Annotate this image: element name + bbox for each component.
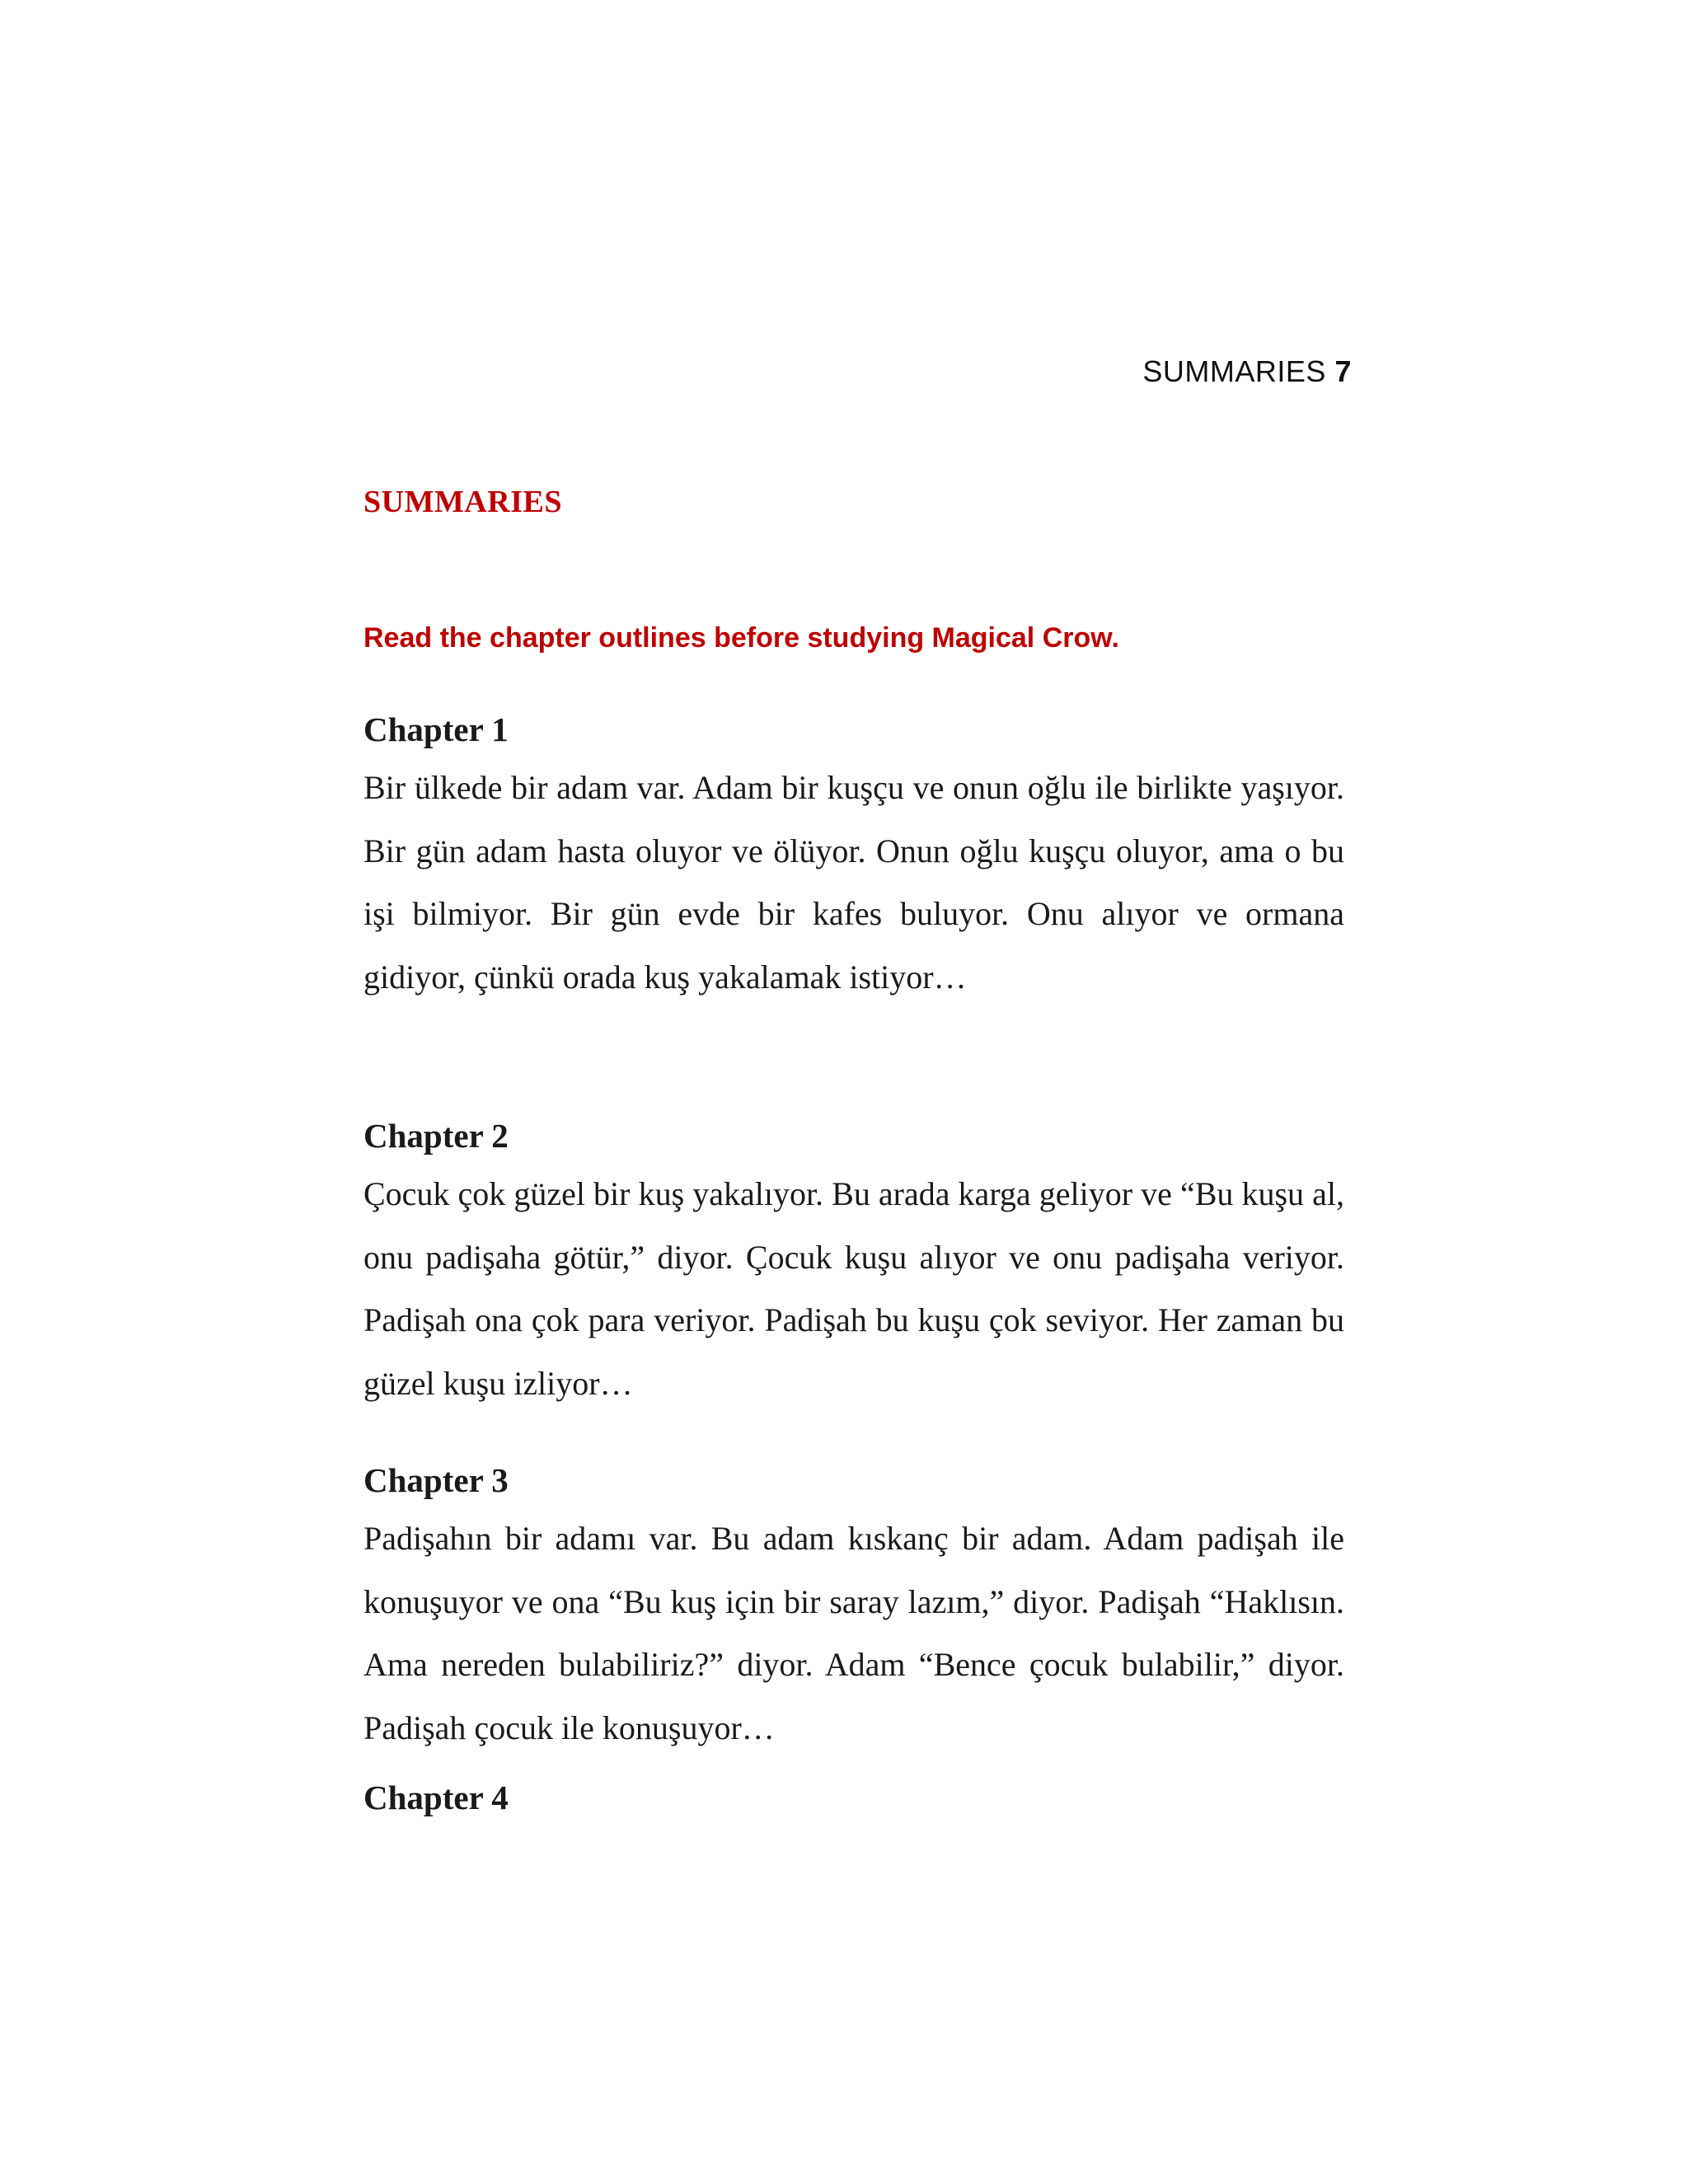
chapter-2-summary: Çocuk çok güzel bir kuş yakalıyor. Bu arada karga geliyor ve “Bu kuşu al, onu padişaha götür,” diyor. Çocuk kuşu alıyor ve onu padişaha veriyor. Padişah ona çok para veriyor. Padişah bu kuşu çok seviyor. Her zaman bu güzel kuşu izliyor… (363, 1175, 1344, 1402)
chapter-3-summary: Padişahın bir adamı var. Bu adam kıskanç bir adam. Adam padişah ile konuşuyor ve ona “Bu kuş için bir saray lazım,” diyor. Padişah “Haklısın. Ama nereden bulabiliriz?” diyor. Adam “Bence çocuk bulabilir,” diyor. Padişah çocuk ile konuşuyor… (363, 1520, 1344, 1746)
chapter-3-heading: Chapter 3 (363, 1461, 509, 1499)
running-header (1142, 354, 1352, 388)
chapter-1-summary: Bir ülkede bir adam var. Adam bir kuşçu ve onun oğlu ile birlikte yaşıyor. Bir gün adam hasta oluyor ve ölüyor. Onun oğlu kuşçu oluyor, ama o bu işi bilmiyor. Bir gün evde bir kafes buluyor. Onu alıyor ve ormana gidiyor, çünkü orada kuş yakalamak istiyor… (363, 769, 1344, 996)
intro-instruction: Read the chapter outlines before studying Magical Crow. (363, 622, 1119, 654)
chapter-4-heading: Chapter 4 (363, 1779, 509, 1816)
chapter-1-heading: Chapter 1 (363, 710, 509, 748)
running-header-title: SUMMARIES (1142, 354, 1326, 388)
section-title: SUMMARIES (363, 485, 562, 519)
chapter-2-heading: Chapter 2 (363, 1117, 509, 1155)
page-number: 7 (1334, 354, 1352, 388)
